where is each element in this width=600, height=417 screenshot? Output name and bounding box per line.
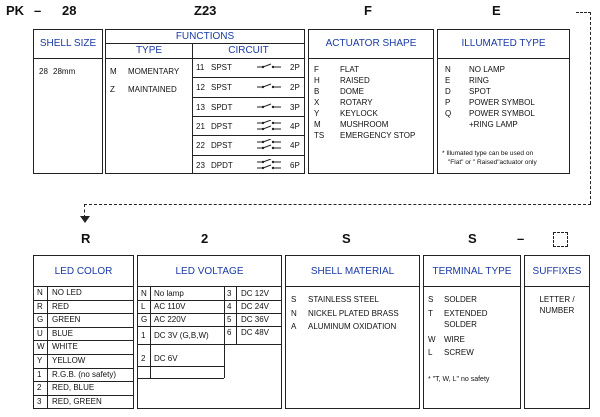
code-functions: Z23 [194, 3, 217, 18]
led-voltage-code: 5 [227, 315, 232, 324]
led-voltage-label: DC 24V [241, 302, 270, 311]
shell-size-code: 28 [39, 67, 48, 76]
terminal-title: TERMINAL TYPE [432, 266, 512, 277]
actuator-code-m: M [314, 120, 321, 129]
circuit-code: 13 [196, 102, 205, 112]
illum-label-spot: SPOT [469, 87, 491, 96]
actuator-label-raised: RAISED [340, 76, 370, 85]
led-voltage-label: DC 36V [241, 315, 270, 324]
actuator-code-f: F [314, 65, 319, 74]
shell-material-box [285, 255, 420, 409]
led-voltage-label: AC 110V [154, 302, 186, 311]
code-dash: – [34, 3, 42, 18]
circuit-row [192, 135, 304, 154]
terminal-code-t: T [428, 309, 433, 318]
led-color-label: YELLOW [52, 356, 86, 365]
led-voltage-label: DC 48V [241, 328, 270, 337]
circuit-type: SPDT [211, 102, 233, 112]
led-color-label: R.G.B. (no safety) [52, 369, 117, 379]
circuit-type: SPST [211, 63, 232, 72]
suffixes-line-2: NUMBER [539, 306, 575, 315]
led-voltage-code: 4 [227, 302, 232, 311]
illum-label-power-symbol-ring: POWER SYMBOL [469, 109, 535, 118]
led-voltage-label: DC 3V (G,B,W) [154, 331, 209, 340]
circuit-row [192, 77, 304, 96]
led-color-code: Y [37, 356, 43, 365]
switch-symbol-icon [255, 139, 283, 153]
functions-title: FUNCTIONS [175, 31, 235, 42]
illuminated-box [437, 29, 570, 174]
shell-material-title: SHELL MATERIAL [310, 266, 395, 277]
led-color-code: R [37, 301, 43, 311]
led-color-code: G [37, 315, 44, 325]
switch-symbol-icon [255, 101, 283, 115]
actuator-label-dome: DOME [340, 87, 364, 96]
circuit-poles: 4P [290, 121, 300, 131]
actuator-label-emergency-stop: EMERGENCY STOP [340, 131, 416, 140]
terminal-box [423, 255, 521, 409]
led-voltage-code: 3 [227, 289, 232, 298]
led-voltage-label: AC 220V [154, 315, 187, 324]
led-voltage-label: No lamp [154, 289, 184, 298]
circuit-code: 23 [196, 160, 205, 170]
terminal-code-w: W [428, 335, 436, 344]
circuit-type: DPDT [211, 160, 233, 170]
functions-box [105, 29, 305, 174]
type-code-m: M [110, 67, 117, 76]
led-color-label: GREEN [52, 315, 81, 325]
actuator-code-h: H [314, 76, 320, 85]
material-code-s: S [291, 295, 297, 304]
circuit-code: 11 [196, 63, 205, 72]
circuit-poles: 4P [290, 141, 300, 151]
led-voltage-box [137, 255, 282, 409]
actuator-code-ts: TS [314, 131, 325, 140]
terminal-label-extended: EXTENDED [444, 309, 488, 318]
code-shell-material: S [342, 231, 351, 246]
circuit-row [192, 155, 304, 174]
circuit-row [192, 97, 304, 116]
code-pk: PK [6, 3, 25, 18]
type-label-momentary: MOMENTARY [128, 67, 180, 76]
functions-circuit-header: CIRCUIT [228, 45, 269, 56]
material-label-stainless: STAINLESS STEEL [308, 295, 379, 304]
illum-note-1: * Illumated type can be used on [442, 150, 534, 157]
code-actuator: F [364, 3, 372, 18]
arrow-down-icon [80, 216, 90, 223]
led-color-box [33, 255, 134, 409]
code-terminal: S [468, 231, 477, 246]
circuit-poles: 2P [290, 63, 300, 72]
illum-label-no-lamp: NO LAMP [469, 65, 506, 74]
led-voltage-code: L [141, 302, 146, 311]
illuminated-title: ILLUMATED TYPE [461, 38, 546, 49]
material-code-n: N [291, 309, 297, 318]
material-code-a: A [291, 322, 297, 331]
circuit-type: DPST [211, 141, 233, 151]
terminal-note: * "T, W, L" no safety [428, 376, 490, 383]
suffix-placeholder-box [553, 232, 568, 247]
switch-symbol-icon [255, 159, 283, 173]
shell-size-value: 28mm [53, 67, 76, 76]
led-color-code: N [37, 288, 43, 297]
illum-code-e: E [445, 76, 451, 85]
circuit-poles: 6P [290, 160, 300, 170]
functions-type-header: TYPE [135, 45, 163, 56]
circuit-code: 22 [196, 141, 205, 151]
actuator-box [308, 29, 434, 174]
led-color-code: 3 [37, 396, 42, 406]
illum-label-power-symbol: POWER SYMBOL [469, 98, 535, 107]
code-led-voltage: 2 [201, 231, 209, 246]
led-color-label: NO LED [52, 288, 82, 297]
circuit-row [192, 58, 304, 77]
led-color-label: RED, BLUE [52, 383, 95, 393]
led-color-code: U [37, 328, 43, 338]
actuator-label-flat: FLAT [340, 65, 359, 74]
led-voltage-label: DC 12V [241, 289, 270, 298]
led-voltage-title: LED VOLTAGE [175, 266, 244, 277]
type-label-maintained: MAINTAINED [128, 85, 177, 94]
actuator-title: ACTUATOR SHAPE [325, 38, 417, 49]
circuit-code: 21 [196, 121, 205, 131]
shell-size-title: SHELL SIZE [39, 38, 97, 49]
terminal-code-s: S [428, 295, 434, 304]
connector-top [576, 12, 591, 13]
led-voltage-code: 6 [227, 328, 232, 337]
illum-code-q: Q [445, 109, 452, 118]
type-code-z: Z [110, 85, 115, 94]
actuator-code-y: Y [314, 109, 320, 118]
switch-symbol-icon [255, 120, 283, 134]
illum-label-ring: RING [469, 76, 489, 85]
illum-code-n: N [445, 65, 451, 74]
led-voltage-code: N [141, 289, 147, 298]
led-color-code: 2 [37, 383, 42, 393]
circuit-row [192, 116, 304, 135]
led-color-label: BLUE [52, 328, 73, 338]
led-voltage-code: G [141, 315, 148, 324]
led-color-code: W [37, 342, 45, 352]
illum-code-p: P [445, 98, 451, 107]
led-color-label: RED [52, 301, 69, 311]
actuator-label-rotary: ROTARY [340, 98, 373, 107]
led-color-code: 1 [37, 369, 42, 379]
suffixes-box [524, 255, 590, 409]
connector-bottom [84, 204, 591, 205]
circuit-type: DPST [211, 121, 233, 131]
code-led-color: R [81, 231, 91, 246]
led-voltage-code: 1 [141, 331, 146, 340]
connector-right [590, 12, 591, 204]
terminal-code-l: L [428, 348, 433, 357]
circuit-code: 12 [196, 83, 205, 93]
terminal-label-wire: WIRE [444, 335, 465, 344]
material-label-aluminum: ALUMINUM OXIDATION [308, 322, 397, 331]
actuator-code-b: B [314, 87, 320, 96]
suffixes-title: SUFFIXES [532, 266, 582, 277]
illum-label-ring-lamp: +RING LAMP [469, 120, 518, 129]
terminal-label-extended-solder: SOLDER [444, 320, 477, 329]
circuit-poles: 3P [290, 102, 300, 112]
code-shell-size: 28 [62, 3, 77, 18]
suffixes-line-1: LETTER / [539, 295, 575, 304]
actuator-label-mushroom: MUSHROOM [340, 120, 389, 129]
terminal-label-solder: SOLDER [444, 295, 477, 304]
circuit-poles: 2P [290, 83, 300, 93]
led-color-label: RED, GREEN [52, 396, 102, 406]
led-voltage-label: DC 6V [154, 354, 178, 363]
switch-symbol-icon [255, 81, 283, 95]
circuit-type: SPST [211, 83, 232, 93]
material-label-nickel: NICKEL PLATED BRASS [308, 309, 399, 318]
led-voltage-code: 2 [141, 354, 146, 363]
code-dash-2: – [517, 231, 525, 246]
led-color-title: LED COLOR [54, 266, 113, 277]
actuator-code-x: X [314, 98, 320, 107]
led-color-label: WHITE [52, 342, 78, 352]
code-illuminated: E [492, 3, 501, 18]
actuator-label-keylock: KEYLOCK [340, 109, 378, 118]
shell-size-box [33, 29, 103, 174]
terminal-label-screw: SCREW [444, 348, 474, 357]
switch-symbol-icon [255, 61, 283, 75]
illum-note-2: "Flat" or " Raised"actuator only [448, 159, 537, 166]
illum-code-d: D [445, 87, 451, 96]
